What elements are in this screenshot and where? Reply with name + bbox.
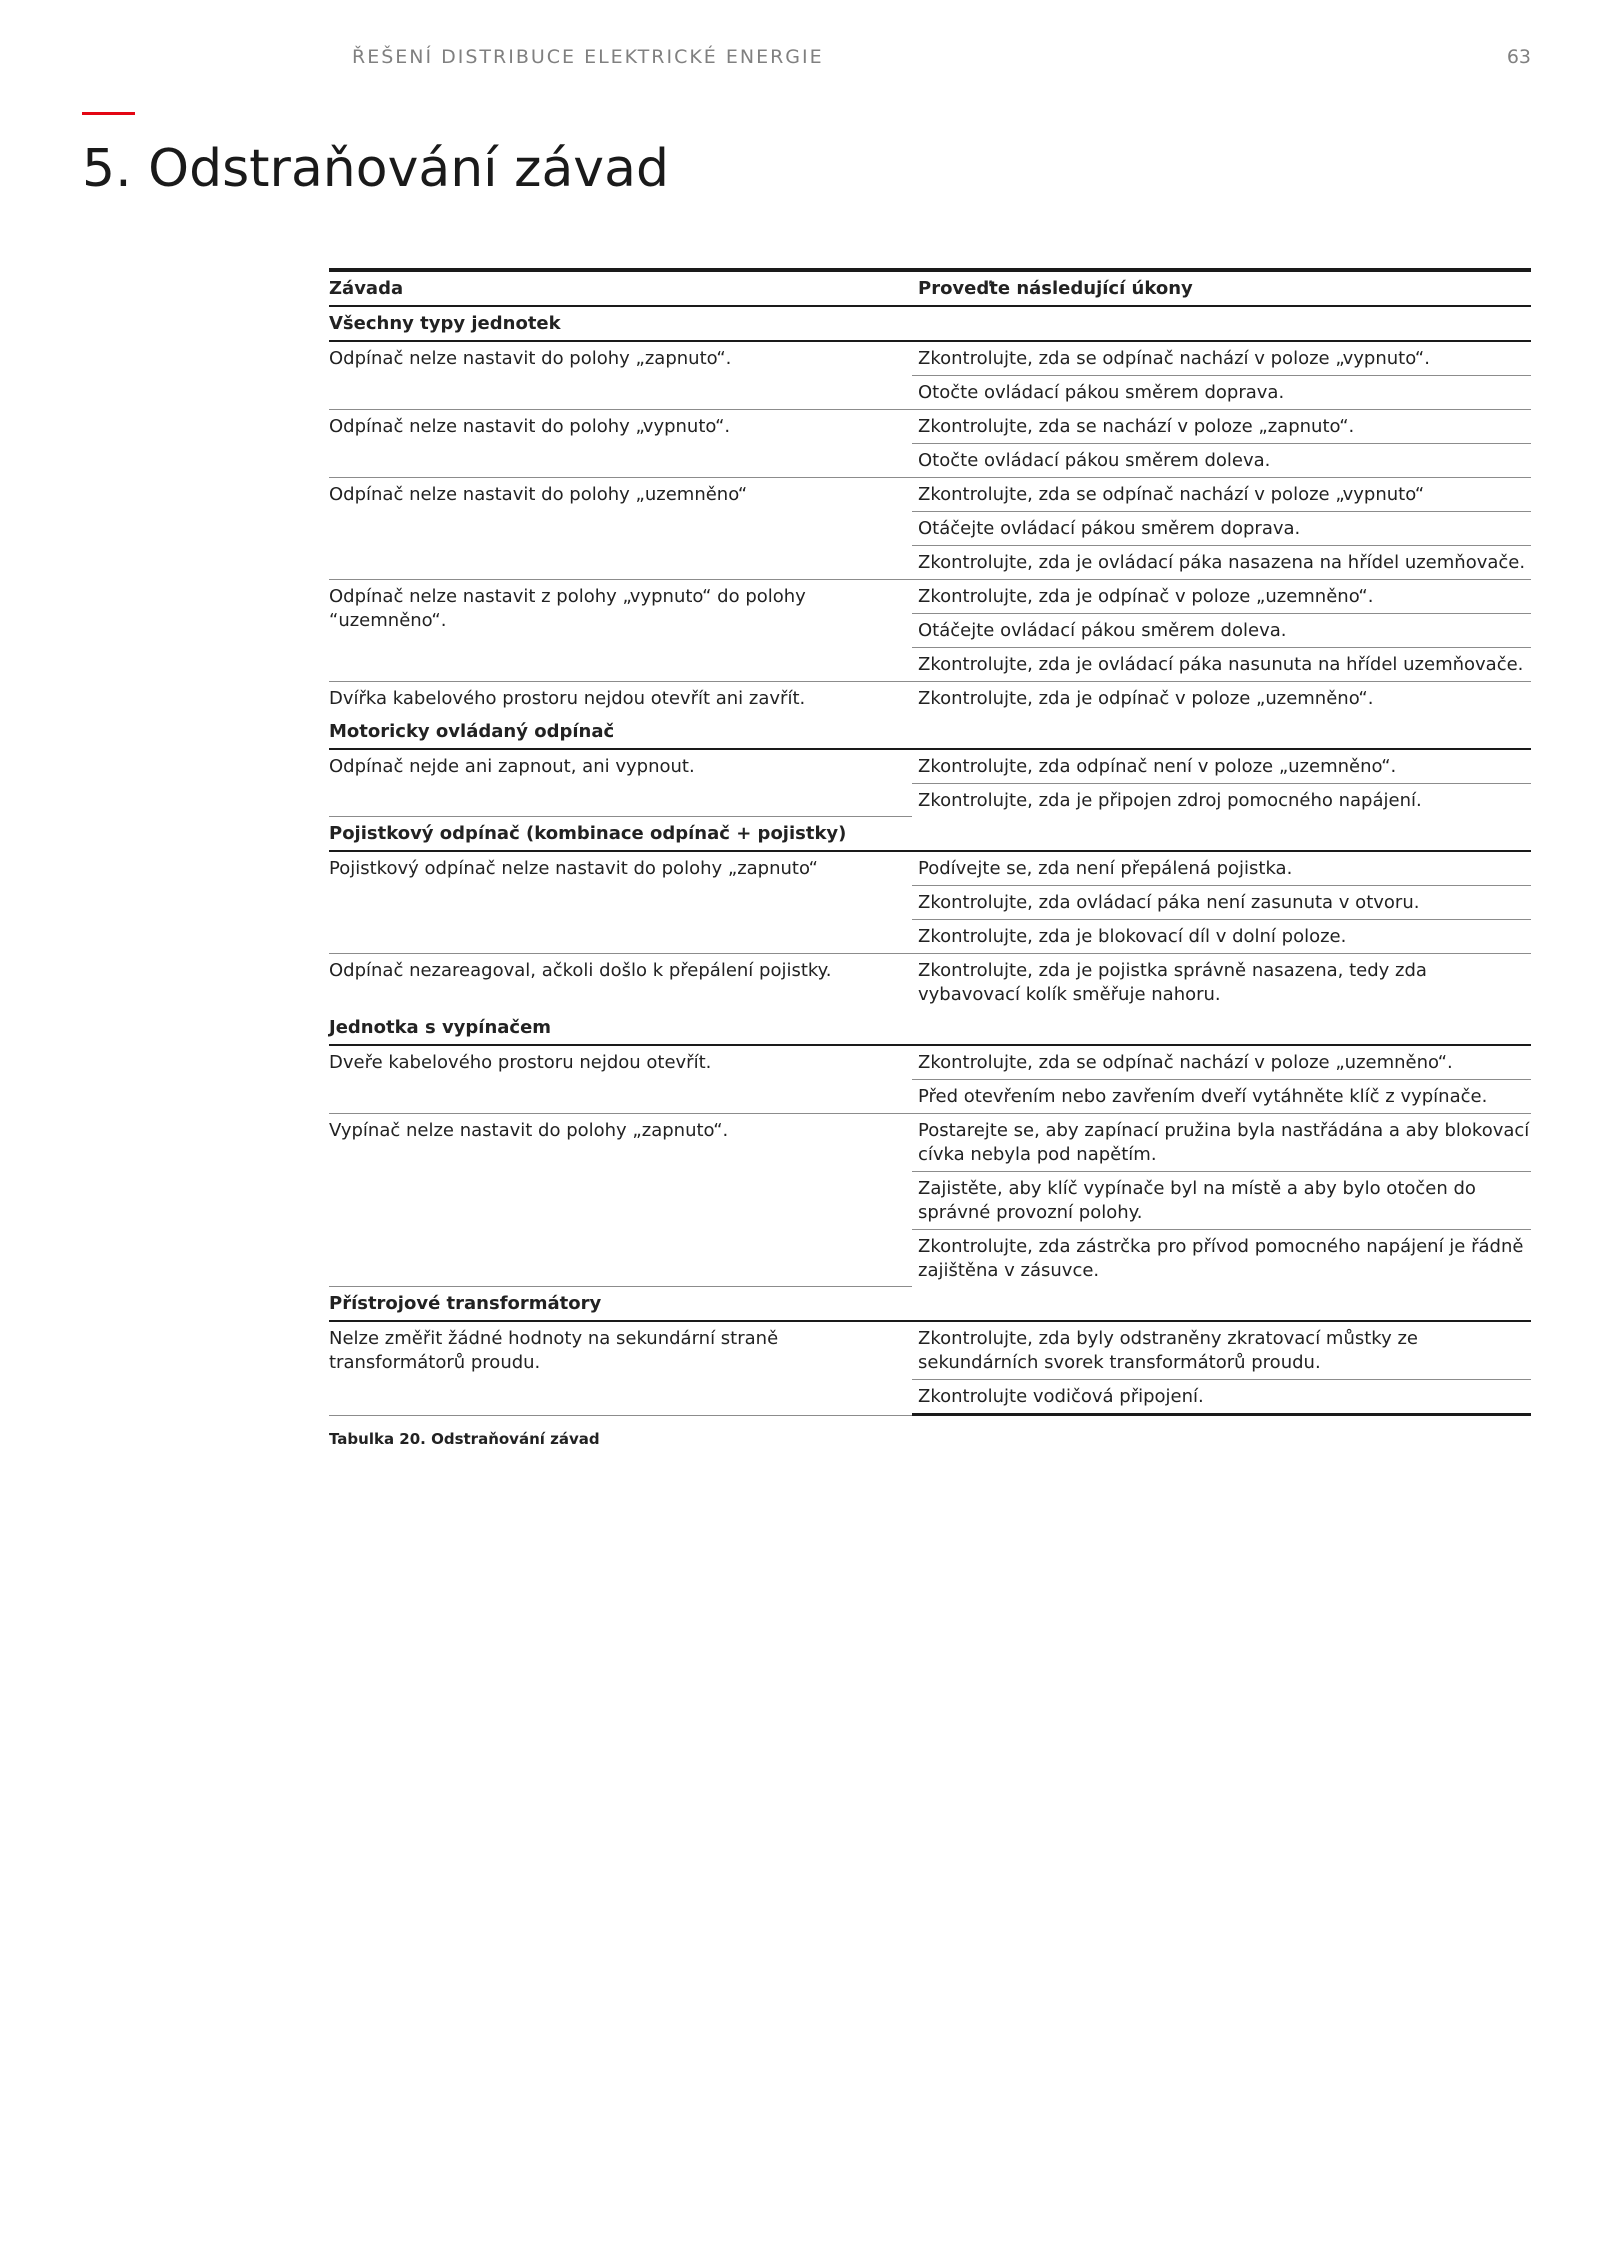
table-row (329, 410, 1531, 444)
troubleshooting-table-wrap (329, 268, 1531, 1448)
fault-cell: Odpínač nejde ani zapnout, ani vypnout. (329, 750, 912, 817)
table-header-row (329, 272, 1531, 307)
action-cell: Zkontrolujte, zda se odpínač nachází v poloze „uzemněno“. (912, 1046, 1531, 1080)
action-cell: Zkontrolujte, zda byly odstraněny zkratovací můstky ze sekundárních svorek transformátorů proudu. (912, 1322, 1531, 1380)
action-cell: Zkontrolujte, zda ovládací páka není zasunuta v otvoru. (912, 886, 1531, 920)
column-header-fault: Závada (329, 272, 912, 307)
table-row (329, 682, 1531, 715)
action-cell: Zkontrolujte, zda se nachází v poloze „zapnuto“. (912, 410, 1531, 444)
fault-cell: Odpínač nezareagoval, ačkoli došlo k přepálení pojistky. (329, 960, 832, 981)
fault-cell: Pojistkový odpínač nelze nastavit do polohy „zapnuto“ (329, 852, 912, 954)
table-row (329, 1322, 1531, 1380)
action-cell: Otočte ovládací pákou směrem doprava. (912, 376, 1531, 410)
fault-cell: Nelze změřit žádné hodnoty na sekundární straně transformátorů proudu. (329, 1322, 912, 1416)
section-title: Jednotka s vypínačem (329, 1011, 912, 1046)
table-row (329, 1114, 1531, 1172)
fault-cell: Odpínač nelze nastavit z polohy „vypnuto“ do polohy “uzemněno“. (329, 580, 912, 682)
section-empty-cell (912, 1011, 1531, 1046)
section-row (329, 715, 1531, 750)
page-number: 63 (1506, 46, 1531, 68)
section-empty-cell (912, 1287, 1531, 1322)
section-empty-cell (912, 307, 1531, 342)
action-cell: Zkontrolujte, zda se odpínač nachází v poloze „vypnuto“. (912, 342, 1531, 376)
action-cell: Zkontrolujte, zda zástrčka pro přívod pomocného napájení je řádně zajištěna v zásuvce. (918, 1236, 1524, 1281)
action-cell: Zkontrolujte, zda je ovládací páka nasazena na hřídel uzemňovače. (912, 546, 1531, 580)
table-row (329, 478, 1531, 512)
table-row (329, 1046, 1531, 1080)
action-cell: Otáčejte ovládací pákou směrem doleva. (912, 614, 1531, 648)
section-title: Motoricky ovládaný odpínač (329, 715, 912, 750)
troubleshooting-table (329, 268, 1531, 1416)
table-caption: Tabulka 20. Odstraňování závad (329, 1430, 600, 1448)
action-cell: Před otevřením nebo zavřením dveří vytáhněte klíč z vypínače. (912, 1080, 1531, 1114)
running-header: ŘEŠENÍ DISTRIBUCE ELEKTRICKÉ ENERGIE (352, 46, 824, 68)
section-row (329, 817, 1531, 852)
action-cell: Zkontrolujte, zda je odpínač v poloze „uzemněno“. (912, 580, 1531, 614)
section-title: Pojistkový odpínač (kombinace odpínač + pojistky) (329, 817, 912, 852)
section-row (329, 1287, 1531, 1322)
action-cell: Podívejte se, zda není přepálená pojistka. (912, 852, 1531, 886)
action-cell: Zkontrolujte, zda je blokovací díl v dolní poloze. (912, 920, 1531, 954)
table-row (329, 954, 1531, 1011)
action-cell: Zkontrolujte vodičová připojení. (912, 1380, 1531, 1416)
action-cell: Postarejte se, aby zapínací pružina byla nastřádána a aby blokovací cívka nebyla pod napětím. (912, 1114, 1531, 1172)
section-empty-cell (912, 817, 1531, 852)
section-empty-cell (912, 715, 1531, 750)
table-body (329, 307, 1531, 1416)
column-header-action: Proveďte následující úkony (912, 272, 1531, 307)
action-cell: Zkontrolujte, zda je pojistka správně nasazena, tedy zda vybavovací kolík směřuje nahoru. (918, 960, 1427, 1005)
table-row (329, 852, 1531, 886)
action-cell: Otáčejte ovládací pákou směrem doprava. (912, 512, 1531, 546)
fault-cell: Dvířka kabelového prostoru nejdou otevřít ani zavřít. (329, 688, 806, 709)
fault-cell: Odpínač nelze nastavit do polohy „vypnuto“. (329, 410, 912, 478)
fault-cell: Odpínač nelze nastavit do polohy „zapnuto“. (329, 342, 912, 410)
table-row (329, 580, 1531, 614)
accent-bar (82, 112, 135, 115)
fault-cell: Odpínač nelze nastavit do polohy „uzemněno“ (329, 478, 912, 580)
table-row (329, 342, 1531, 376)
action-cell: Zkontrolujte, zda se odpínač nachází v poloze „vypnuto“ (912, 478, 1531, 512)
table-row (329, 750, 1531, 784)
fault-cell: Vypínač nelze nastavit do polohy „zapnuto“. (329, 1114, 912, 1287)
action-cell: Zkontrolujte, zda je připojen zdroj pomocného napájení. (918, 790, 1422, 811)
page-title: 5. Odstraňování závad (82, 139, 669, 199)
action-cell: Zkontrolujte, zda je odpínač v poloze „uzemněno“. (918, 688, 1374, 709)
section-row (329, 307, 1531, 342)
action-cell: Zkontrolujte, zda odpínač není v poloze „uzemněno“. (912, 750, 1531, 784)
fault-cell: Dveře kabelového prostoru nejdou otevřít. (329, 1046, 912, 1114)
section-title: Všechny typy jednotek (329, 307, 912, 342)
action-cell: Zajistěte, aby klíč vypínače byl na místě a aby bylo otočen do správné provozní polohy. (912, 1172, 1531, 1230)
action-cell: Zkontrolujte, zda je ovládací páka nasunuta na hřídel uzemňovače. (912, 648, 1531, 682)
section-title: Přístrojové transformátory (329, 1287, 912, 1322)
action-cell: Otočte ovládací pákou směrem doleva. (912, 444, 1531, 478)
section-row (329, 1011, 1531, 1046)
